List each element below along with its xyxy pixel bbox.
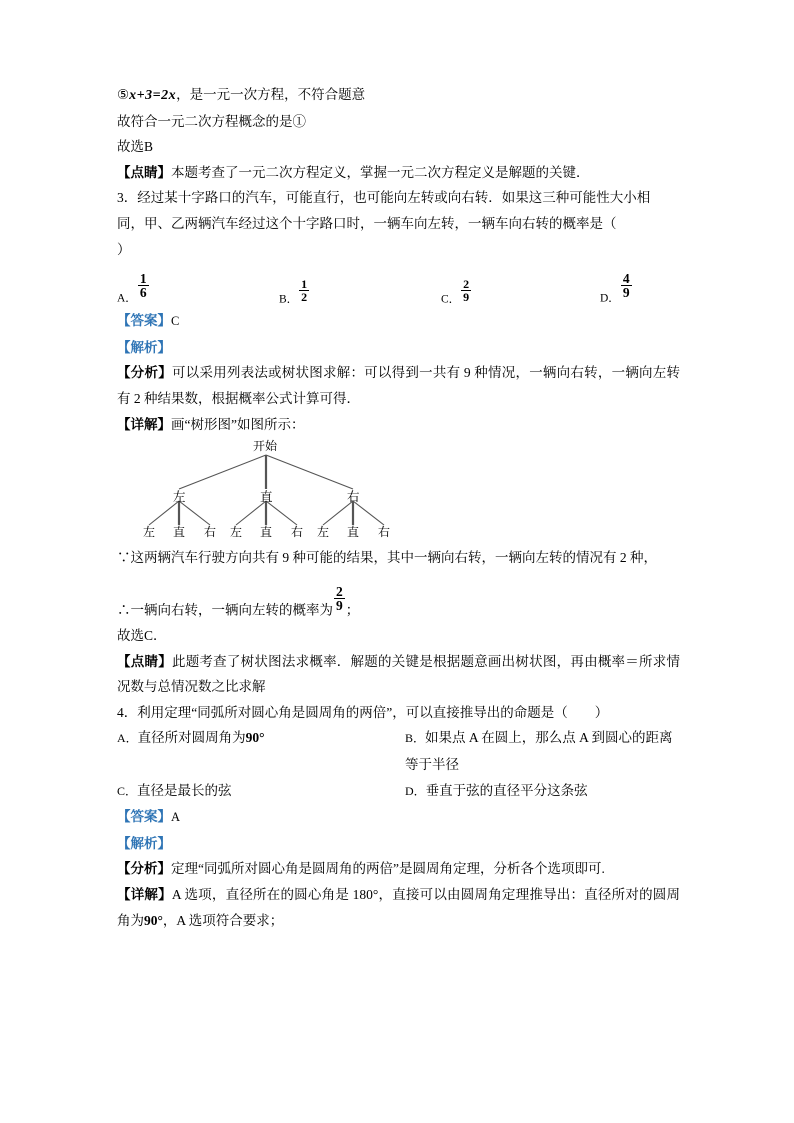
q3-answer-line	[117, 308, 680, 335]
q2-tip-text: 本题考查了一元二次方程定义，掌握一元二次方程定义是解题的关键．	[171, 164, 590, 180]
fraction-denominator: 9	[622, 285, 630, 301]
q4-answer-label: 【答案】	[117, 809, 171, 825]
q2-conclusion-line: 故符合一元二次方程概念的是①	[117, 113, 306, 129]
fraction-two-ninths	[461, 278, 471, 303]
q3-because-line: ∵这两辆汽车行驶方向共有 9 种可能的结果，其中一辆向右转，一辆向左转的情况有 2 种，	[117, 550, 657, 566]
fraction-numerator: 2	[463, 276, 470, 291]
q4-option-d-label: D．	[405, 783, 426, 798]
q3-answer-label: 【答案】	[117, 313, 171, 329]
q4-detail-text-2: ，A 选项符合要求；	[162, 912, 284, 928]
q4-detail-line	[117, 882, 680, 933]
q3-analysis-text: 可以采用列表法或树状图求解：可以得到一共有 9 种情况，一辆向右转，一辆向左转有 2 种结果数，根据概率公式计算可得．	[117, 365, 681, 406]
q4-analysis-label: 【分析】	[117, 861, 171, 877]
fraction-one-sixth	[138, 272, 149, 301]
q3-option-c[interactable]	[441, 276, 472, 308]
fraction-denominator: 9	[463, 289, 470, 304]
tree-leaf-9: 右	[378, 525, 391, 540]
q2-item5-line	[117, 82, 680, 109]
q4-option-d-text: 垂直于弦的直径平分这条弦	[425, 782, 588, 798]
q3-explain-line	[117, 335, 680, 361]
page-content	[117, 82, 680, 933]
q3-detail-line	[117, 412, 680, 438]
q3-choice-line: 故选C．	[117, 628, 167, 644]
q4-stem-line	[117, 700, 680, 726]
q3-analysis-line	[117, 360, 680, 411]
q3-option-c-label: C．	[441, 293, 461, 306]
circled-number-5: ⑤	[117, 87, 130, 102]
q3-option-d[interactable]	[600, 270, 633, 309]
q2-choice-line: 故选B	[117, 139, 154, 155]
q4-analysis-text: 定理“同弧所对圆心角是圆周角的两倍”是圆周角定理，分析各个选项即可.	[171, 861, 605, 877]
q4-option-d[interactable]	[405, 778, 680, 805]
fraction-numerator: 1	[301, 276, 308, 291]
q3-options-row	[117, 262, 680, 308]
q3-option-d-label: D．	[600, 292, 620, 305]
tree-root-label: 开始	[253, 439, 278, 454]
q3-tip-line	[117, 649, 680, 700]
q4-option-c-label: C．	[117, 783, 138, 798]
q2-tip-label: 【点睛】	[117, 164, 171, 180]
probability-tree-diagram	[135, 437, 435, 545]
q3-answer-value: C	[171, 314, 180, 329]
q4-detail-value: 90°	[144, 912, 163, 928]
q3-therefore-suffix: ；	[345, 602, 360, 618]
fraction-numerator: 1	[139, 270, 147, 286]
q3-option-b-label: B．	[279, 293, 299, 306]
q4-option-c-text: 直径是最长的弦	[137, 782, 232, 798]
fraction-numerator: 2	[336, 583, 343, 599]
q3-detail-label: 【详解】	[117, 416, 171, 432]
q4-detail-text-1: A 选项，直径所在的圆心角是 180°，直接可以由圆周角定理推导出：直径所对的圆周角为	[117, 886, 680, 928]
tree-leaf-1: 左	[143, 525, 156, 540]
q3-explain-label: 【解析】	[117, 339, 171, 355]
tree-level2-left: 左	[173, 490, 186, 505]
q4-option-b[interactable]	[405, 725, 680, 777]
q4-options-row-1	[117, 725, 680, 777]
fraction-four-ninths	[621, 272, 632, 301]
fraction-numerator: 4	[622, 270, 630, 286]
q4-option-c[interactable]	[117, 778, 405, 805]
fraction-two-ninths-result	[334, 585, 345, 614]
q4-detail-label: 【详解】	[117, 886, 172, 902]
q3-stem-line-2: 同，甲、乙两辆汽车经过这个十字路口时，一辆车向左转，一辆车向右转的概率是（	[117, 215, 617, 231]
q4-number: 4．	[117, 704, 138, 720]
tree-leaf-8: 直	[347, 525, 360, 540]
q3-therefore-line	[117, 583, 680, 623]
q3-tip-text: 此题考查了树状图法求概率．解题的关键是根据题意画出树状图，再由概率＝所求情况数与总情况数之比求解	[117, 653, 681, 695]
q4-option-a-value: 90°	[245, 730, 265, 746]
q4-analysis-line	[117, 856, 680, 882]
q3-stem-line-3: ）	[117, 241, 131, 257]
tree-leaf-3: 右	[204, 525, 217, 540]
q3-stem-line-1	[117, 185, 680, 211]
q3-therefore-prefix: ∴一辆向右转，一辆向左转的概率为	[117, 602, 333, 618]
q4-option-b-label: B．	[405, 731, 426, 746]
q4-option-a-text: 直径所对圆周角为	[137, 730, 246, 746]
q4-explain-label: 【解析】	[117, 835, 171, 851]
q3-detail-text: 画“树形图”如图所示：	[171, 416, 305, 432]
q3-option-a[interactable]	[117, 270, 150, 309]
q3-stem-text-1: 经过某十字路口的汽车，可能直行，也可能向左转或向右转．如果这三种可能性大小相	[137, 190, 651, 206]
tree-level2-straight: 直	[260, 490, 273, 505]
q4-explain-line	[117, 831, 680, 857]
spacer	[117, 571, 680, 593]
q4-stem-text: 利用定理“同弧所对圆心角是圆周角的两倍”，可以直接推导出的命题是（ ）	[137, 704, 609, 720]
tree-leaf-5: 直	[260, 525, 273, 540]
q4-option-b-text: 如果点 A 在圆上，那么点 A 到圆心的距离等于半径	[405, 730, 673, 772]
q3-tip-label: 【点睛】	[117, 653, 172, 669]
fraction-denominator: 6	[139, 285, 147, 301]
q3-option-a-label: A．	[117, 292, 137, 305]
tree-leaf-6: 右	[291, 525, 304, 540]
fraction-denominator: 2	[301, 289, 308, 304]
equation-x-plus-3: x+3=2x	[129, 88, 177, 103]
q2-item5-text: ，是一元一次方程，不符合题意	[176, 87, 366, 102]
q4-option-a-label: A．	[117, 731, 138, 746]
tree-leaf-7: 左	[317, 525, 330, 540]
q4-option-a[interactable]	[117, 725, 405, 752]
tree-leaf-2: 直	[173, 525, 186, 540]
fraction-one-half	[299, 278, 309, 303]
q4-answer-value: A	[171, 810, 181, 825]
q3-number: 3．	[117, 190, 138, 206]
tree-leaf-4: 左	[230, 525, 243, 540]
q2-tip-line	[117, 160, 680, 186]
q3-option-b[interactable]	[279, 276, 310, 308]
q3-analysis-label: 【分析】	[117, 365, 172, 381]
q4-options-row-2	[117, 778, 680, 805]
fraction-denominator: 9	[336, 598, 343, 614]
q4-answer-line	[117, 804, 680, 831]
tree-level2-right: 右	[347, 490, 360, 505]
